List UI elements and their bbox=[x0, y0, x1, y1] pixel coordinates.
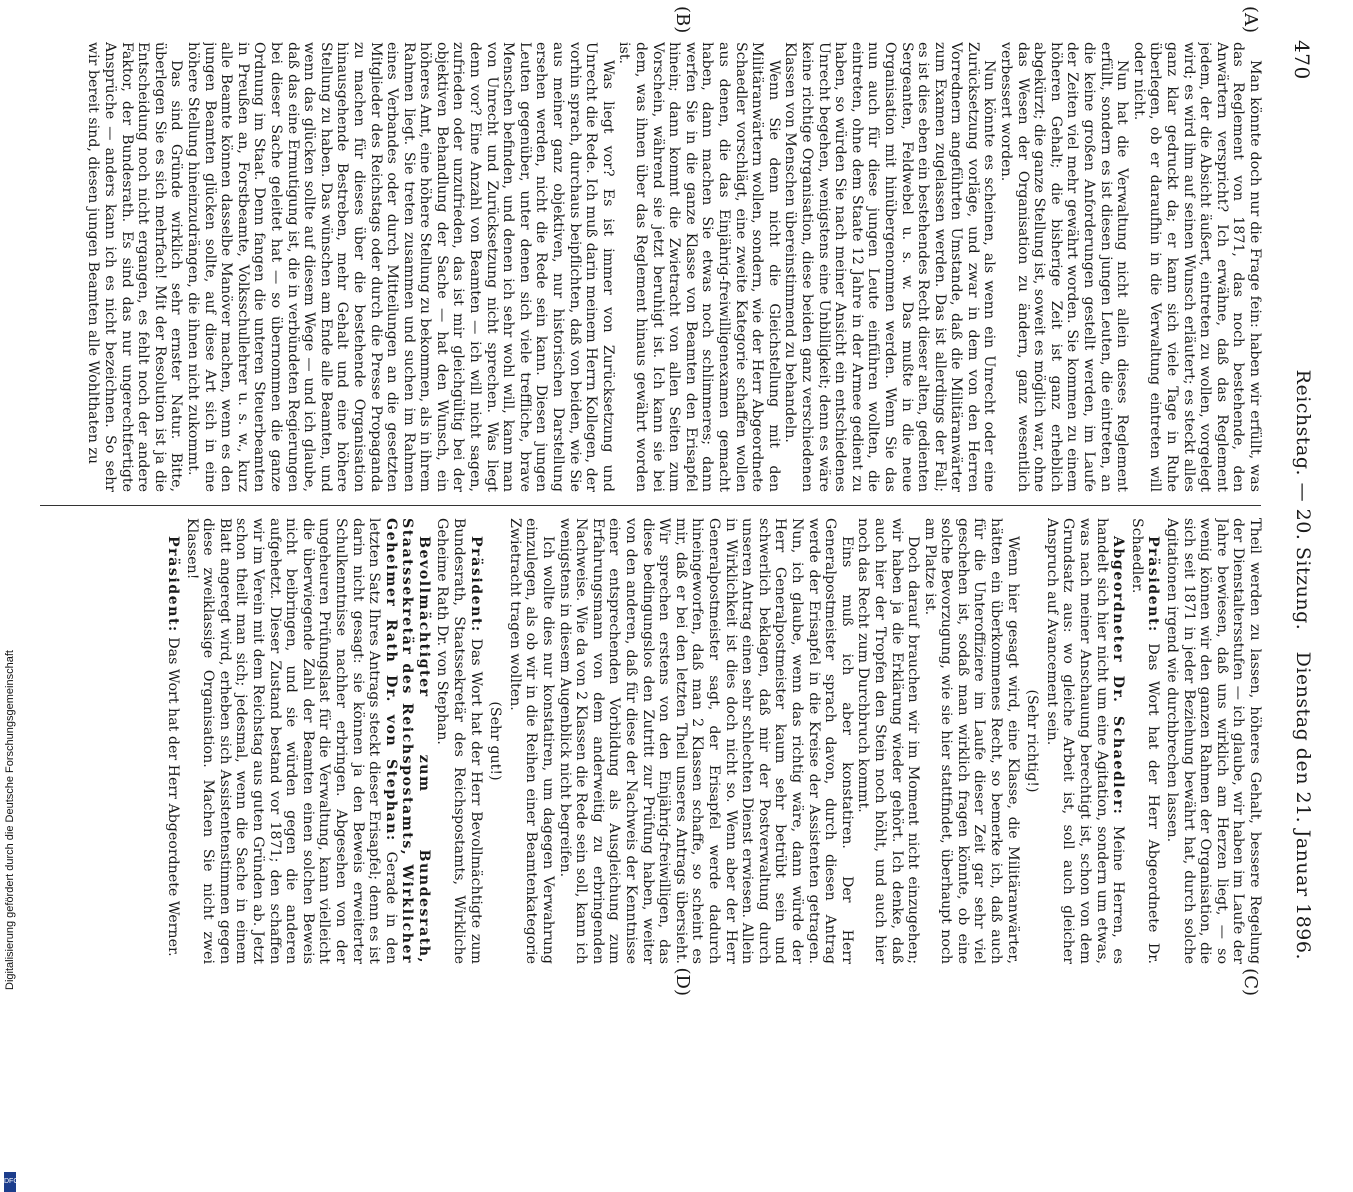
right-column bbox=[40, 518, 1263, 964]
speech-text: Das Wort hat der Herr Abgeordnete Dr. Schaedler. bbox=[1128, 518, 1162, 964]
dfg-logo: DFG bbox=[4, 1172, 16, 1192]
paragraph: Wenn hier gesagt wird, eine Klasse, die Militäranwärter, hätten ein überkommenes Recht, so bemerke ich, daß auch für die Unteroffiziere im Laufe dieser Zeit gar sehr viel geschehen ist, sodaß man wirklich fragen könnte, ob eine solche Bevorzugung, wie sie hier stattfindet, überhaupt noch am Platze ist. bbox=[921, 518, 1021, 964]
digitization-credit bbox=[4, 200, 19, 1185]
speaker-paragraph bbox=[1043, 518, 1126, 964]
page-number: 470 bbox=[1290, 40, 1314, 80]
paragraph: Nun hat die Verwaltung nicht allein dieses Reglement erfüllt, sondern es ist diesen jungen Leuten, die eintreten, an die keine großen Anforderungen gestellt werden, im Laufe der Zeiten viel mehr gewährt worden. Sie kommen zu einem höheren Gehalt; die bisherige Zeit ist ganz erheblich abgekürzt; die ganze Stellung ist, soweit es möglich war, ohne das Wesen der Organisation zu ändern, ganz wesentlich verbessert worden. bbox=[998, 42, 1131, 492]
paragraph: Wenn Sie denn nicht die Gleichstellung mit den Militäranwärtern wollen, sondern, wie der Herr Abgeordnete Schaedler vorschlägt, eine zweite Kategorie schaffen wollen aus denen, die das Einjährig-freiwilligenexamen gemacht haben, dann machen Sie etwas noch schlimmeres; dann werfen Sie in die ganze Klasse von Beamten den Erisapfel hinein; dann kommt die Zwietracht von allen Seiten zum Vorschein, während sie jetzt beruhigt ist. Ich kann sie bei dem, was ihnen über das Reglement hinaus gewährt worden ist. bbox=[616, 42, 782, 492]
left-column bbox=[40, 42, 1263, 492]
speech-text: Gerade in den letzten Satz Ihres Antrags steckt dieser Erisapfel; denn es ist darin nicht gesagt: sie können ja den Beweis erweiterter Schulkenntnisse nachher erbringen. Abgesehen von der ungeheuren Prüfungslast für die Verwaltung, kann vielleicht die überwiegende Zahl der Beamten einen solchen Beweis nicht beibringen, und sie würden gegen die anderen aufgehetzt. Dieser Zustand bestand vor 1871; den schaffen wir im Verein mit dem Reichstag aus guten Gründen ab. Jetzt schon theilt man sich; jedesmal, wenn die Sache in einem Blatt angeregt wird, erheben sich Assistentenstimmen gegen diese zweiklassige Organisation. Machen Sie nicht zwei Klassen! bbox=[183, 518, 399, 964]
margin-mark-d: (D) bbox=[672, 967, 693, 996]
speaker-paragraph bbox=[164, 518, 181, 964]
paragraph: Eins muß ich aber konstatiren. Der Herr Generalpostmeister sprach davon, durch diesen Antrag werde der Erisapfel in die Kreise der Assistenten getragen. Nun, ich glaube, wenn das richtig wäre, dann würde der Herr Generalpostmeister kaum sehr betrübt sein und schwerlich beklagen, daß mir der Postverwaltung durch unseren Antrag einen sehr schlechten Dienst erwiesen. Allein in Wirklichkeit ist dies doch nicht so. Wenn aber der Herr Generalpostmeister sagt, der Erisapfel werde dadurch hineingeworfen, daß man 2 Klassen schaffe, so scheint es mir, daß er bei den letzten Theil unseres Antrags übersieht. Wir sprechen erstens von den Einjährig-freiwilligen, das diese bedingungslos den Zutritt zur Prüfung haben, weiter von den anderen, daß für diese der Nachweis der Kenntnisse einer entsprechenden Vorbildung als Ausgleichung zum Erfahrungsmann von dem anderweitig zu erbringenden Nachweise. Wie da von 2 Klassen die Rede sein soll, kann ich wenigstens in diesem Augenblick nicht begreifen. bbox=[556, 518, 855, 964]
paragraph: Doch darauf brauchen wir im Moment nicht einzugehen; wir haben ja die Erklärung wieder gehört. Ich denke, daß auch hier der Tropfen den Stein noch höhlt, und auch hier noch das Recht zum Durchbruch kommt. bbox=[855, 518, 922, 964]
column-divider bbox=[40, 505, 1261, 506]
speaker-name: Präsident: bbox=[467, 536, 484, 633]
credit-text: Digitalisierung gefördert durch die Deutsche Forschungsgemeinschaft bbox=[4, 650, 16, 990]
speech-text: Das Wort hat der Herr Bevollmächtigte zum Bundesrath, Staatssekretär des Reichspostamts, Wirkliche Geheime Rath Dr. von Stephan. bbox=[434, 518, 484, 964]
interjection: (Sehr gut!) bbox=[487, 701, 504, 781]
page-header bbox=[1278, 40, 1318, 960]
session-date: Dienstag den 21. Januar 1896. bbox=[1292, 651, 1314, 960]
paragraph: Was liegt vor? Es ist immer von Zurücksetzung und Unrecht die Rede. Ich muß darin meinem Herrn Kollegen, der vorhin sprach, durchaus beipflichten, daß von beiden, wie Sie aus meiner ganz objektiven, nur historischen Darstellung ersehen werden, nicht die Rede sein kann. Diesen jungen Leuten gegenüber, unter denen sich viele treffliche, brave Menschen befinden, und denen ich sehr wohl will, kann man von Unrecht und Zurücksetzung nicht sprechen. Was liegt denn vor? Eine Anzahl von Beamten — ich will nicht sagen, zufrieden oder unzufrieden, das ist mir gleichgültig bei der objektiven Behandlung der Sache — hat den Wunsch, ein höheres Amt, eine höhere Stellung zu bekommen, als in ihrem Rahmen liegt. Sie treten zusammen und suchen im Rahmen eines Verbandes oder durch Mitteilungen an die gesetzten Mitglieder des Reichstags oder durch die Presse Propaganda zu machen für dieses über die bestehende Organisation hinausgehende Bestreben, mehr Gehalt und eine höhere Stellung zu haben. Das wünschen am Ende alle Beamten, und wenn das glücken sollte auf diesem Wege — und ich glaube, daß das eine Ermutigung ist, die in verbündeten Regierungen bei dieser Sache geleitet hat — so übernommen die ganze Ordnung im Staat. Denn fangen die unteren Steuerbeamten in Preußen an, Forstbeamte, Volksschullehrer u. s. w., kurz alle Beamte können dasselbe Manöver machen, wenn es den jungen Beamten glücken sollte, auf diese Art sich in eine höhere Stellung hineinzudrängen, die ihnen nicht zukommt. bbox=[185, 42, 616, 492]
paragraph: Man könnte doch nur die Frage fein: haben wir erfüllt, was das Reglement von 1871, das noch bestehende, den Anwärtern verspricht? Ich erwähne, daß das Reglement jedem, der die Absicht äußert, eintreten zu wollen, vorgelegt wird; es wird ihm auf seinen Wunsch erläutert; es steckt alles ganz klar gedruckt da; er kann sich viele Tage in Ruhe überlegen, ob er daraufhin in die Verwaltung eintreten will oder nicht. bbox=[1130, 42, 1263, 492]
speech-text: Meine Herren, es handelt sich hier nicht um eine Agitation, sondern um etwas, was nach meiner Anschauung berechtigt ist, schon von dem Grundsatz aus: wo gleiche Arbeit ist, soll auch gleicher Anspruch auf Avancement sein. bbox=[1043, 518, 1127, 964]
margin-mark-a: (A) bbox=[1240, 6, 1261, 34]
speech-text: Das Wort hat der Herr Abgeordnete Werner. bbox=[165, 632, 181, 957]
interjection: (Sehr richtig!) bbox=[1024, 689, 1041, 793]
speaker-paragraph bbox=[434, 518, 484, 964]
speaker-paragraph bbox=[183, 518, 432, 964]
running-title: Reichstag. — 20. Sitzung. bbox=[1292, 369, 1314, 631]
paragraph: Ich wollte dies nur konstatiren, um dagegen Verwahrung einzulegen, als ob wir in die Reihen einer Beamtenkategorie Zwietracht tragen wollten. bbox=[506, 518, 557, 964]
speaker-name: Bevollmächtigter zum Bundesrath, Staatssekretär des Reichspostamts, Wirklicher Geheimer Rath Dr. von Stephan: bbox=[382, 518, 432, 964]
margin-mark-b: (B) bbox=[672, 6, 693, 34]
paragraph: Das sind Gründe wirklich sehr ernster Natur. Bitte, überlegen Sie es sich mehrfach! Mit der Resolution ist ja die Entscheidung noch nicht ergangen, es fehlt noch der andere Faktor, der Bundesrath. Es sind das nur ungerechtfertigte Ansprüche — anders kann ich es nicht bezeichnen. So sehr wir bereit sind, diesen jungen Beamten alle Wohlthaten zu bbox=[85, 42, 185, 492]
paragraph: Nun könnte es scheinen, als wenn ein Unrecht oder eine Zurücksetzung vorläge, und zwar in dem von den Herren Vorrednern angeführten Umstande, daß die Militäranwärter zum Examen zugelassen werden. Das ist allerdings der Fall; es ist dies eben ein bestehendes Recht dieser alten, gedienten Sergeanten, Feldwebel u. s. w. Das mußte in die neue Organisation mit hinübergenommen werden. Wenn Sie das nun auch für diese jungen Leute einführen wollten, die eintreten, ohne dem Staate 12 Jahre in der Armee gedient zu haben, so würden Sie nach meiner Ansicht ein entschiedenes Unrecht begehen, wenigstens eine Unbilligkeit; denn es wäre keine richtige Organisation, diese beiden ganz verschiedenen Klassen von Menschen übereinstimmend zu behandeln. bbox=[782, 42, 998, 492]
speaker-paragraph bbox=[1128, 518, 1161, 964]
speaker-name: Präsident: bbox=[165, 536, 181, 633]
margin-mark-c: (C) bbox=[1240, 968, 1261, 996]
speaker-name: Abgeordneter Dr. Schaedler: bbox=[1110, 536, 1127, 816]
speaker-name: Präsident: bbox=[1145, 536, 1162, 633]
paragraph: Theil werden zu lassen, höheres Gehalt, bessere Regelung der Dienstaltersstufen — ich glaube, wir haben im Laufe der Jahre bewiesen, daß uns wirklich am Herzen liegt, — so wenig können wir den ganzen Rahmen der Organisation, die sich seit 1871 in jeder Beziehung bewährt hat, durch solche Agitationen irgend wie durchbrechen lassen. bbox=[1164, 518, 1263, 964]
